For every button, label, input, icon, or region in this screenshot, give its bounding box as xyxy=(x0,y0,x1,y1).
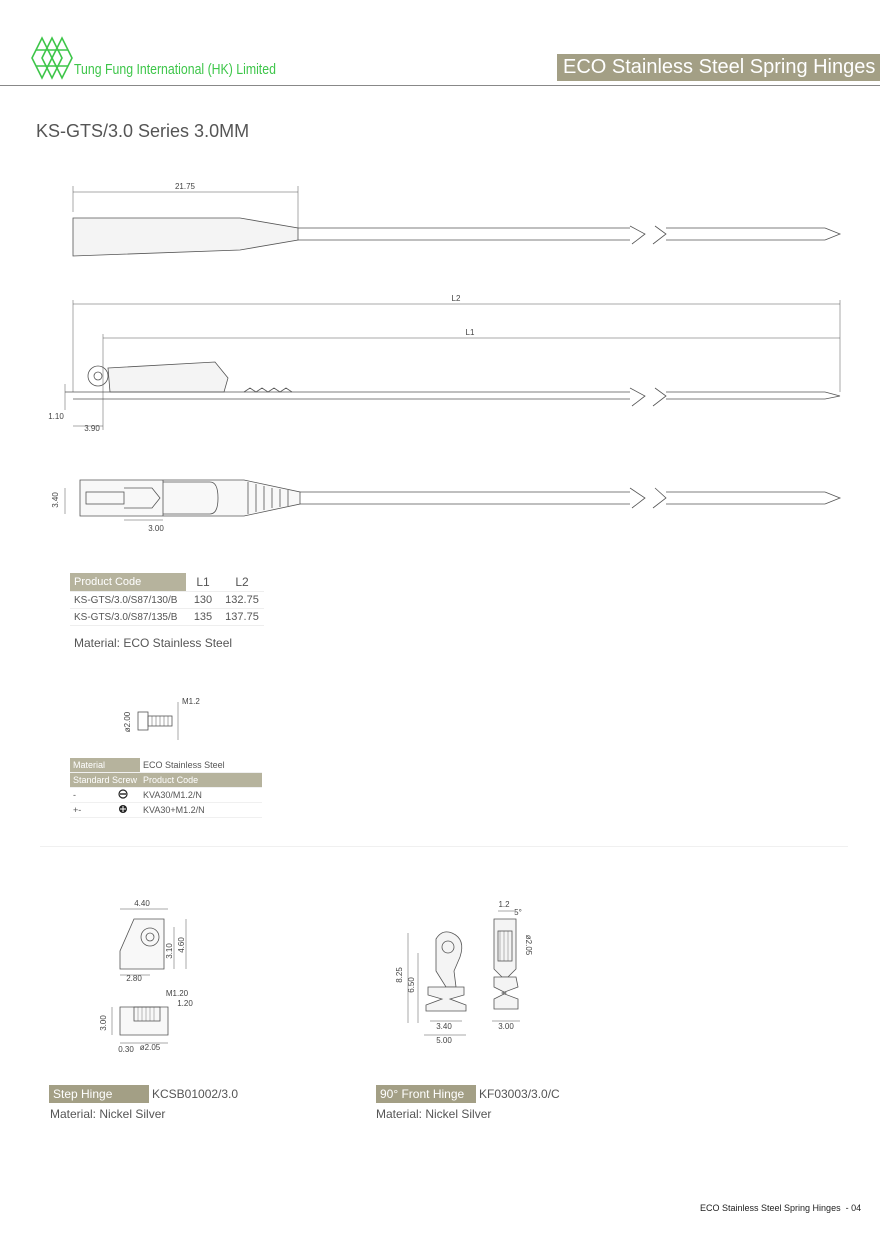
l2-value: 137.75 xyxy=(220,609,264,626)
dim-2-80: 2.80 xyxy=(126,974,142,983)
dim-3-00-front: 3.00 xyxy=(498,1022,514,1031)
front-hinge-label: 90° Front Hinge xyxy=(376,1085,476,1103)
logo-icon xyxy=(30,32,76,84)
product-code: KS-GTS/3.0/S87/135/B xyxy=(70,609,186,626)
dim-3-40: 3.40 xyxy=(51,492,60,508)
dim-l2: L2 xyxy=(451,294,461,303)
temple-drawing xyxy=(0,170,880,550)
step-hinge-label: Step Hinge xyxy=(49,1085,149,1103)
table-row xyxy=(70,609,264,626)
series-title: KS-GTS/3.0 Series 3.0MM xyxy=(36,121,250,141)
material-label: Material xyxy=(70,758,140,773)
dim-m1-20: M1.20 xyxy=(165,989,189,998)
dim-1-2: 1.2 xyxy=(498,900,510,909)
l1-value: 130 xyxy=(186,592,220,609)
header-banner: ECO Stainless Steel Spring Hinges xyxy=(557,54,880,81)
slot-screw-icon xyxy=(106,788,140,803)
dim-5-deg: 5° xyxy=(514,908,522,917)
dim-1-10: 1.10 xyxy=(48,412,64,421)
dim-3-40-front: 3.40 xyxy=(436,1022,452,1031)
front-hinge-material: Material: Nickel Silver xyxy=(376,1107,492,1121)
screw-dim-m: M1.2 xyxy=(182,697,200,706)
material-value: ECO Stainless Steel xyxy=(140,758,262,773)
standard-screw-label: Standard Screw xyxy=(70,773,140,788)
l2-value: 132.75 xyxy=(220,592,264,609)
dim-3-10: 3.10 xyxy=(165,943,174,959)
step-hinge-drawing xyxy=(90,895,220,1060)
screw-code: KVA30+M1.2/N xyxy=(140,803,262,818)
dim-d2-05-front: ø2.05 xyxy=(524,934,533,956)
dim-1-20: 1.20 xyxy=(177,999,193,1008)
screw-code: KVA30/M1.2/N xyxy=(140,788,262,803)
header-l1: L1 xyxy=(186,573,220,592)
dim-6-50: 6.50 xyxy=(407,977,416,993)
front-hinge-code: KF03003/3.0/C xyxy=(479,1087,560,1101)
dim-4-40: 4.40 xyxy=(134,899,150,908)
screw-drawing xyxy=(110,692,220,742)
dim-4-60: 4.60 xyxy=(177,937,186,953)
dim-3-90: 3.90 xyxy=(84,424,100,433)
step-hinge-material: Material: Nickel Silver xyxy=(50,1107,166,1121)
page-footer: ECO Stainless Steel Spring Hinges - 04 xyxy=(700,1203,862,1213)
product-code: KS-GTS/3.0/S87/130/B xyxy=(70,592,186,609)
dim-5-00: 5.00 xyxy=(436,1036,452,1045)
dim-top-width: 21.75 xyxy=(174,182,196,191)
section-divider xyxy=(40,846,848,847)
dim-8-25: 8.25 xyxy=(395,967,404,983)
dim-3-00-step: 3.00 xyxy=(99,1015,108,1031)
dim-d2-05: ø2.05 xyxy=(139,1043,161,1052)
screw-type: - xyxy=(70,788,106,803)
screw-table xyxy=(70,758,262,818)
company-name: Tung Fung International (HK) Limited xyxy=(74,61,276,78)
product-code-label: Product Code xyxy=(140,773,262,788)
product-table xyxy=(70,573,264,626)
table-row xyxy=(70,788,262,803)
table-row xyxy=(70,592,264,609)
cross-screw-icon xyxy=(106,803,140,818)
screw-dim-d: ø2.00 xyxy=(123,711,132,733)
l1-value: 135 xyxy=(186,609,220,626)
front-hinge-drawing xyxy=(390,895,550,1055)
table-row xyxy=(70,803,262,818)
step-hinge-code: KCSB01002/3.0 xyxy=(152,1087,239,1101)
header-divider xyxy=(0,85,880,86)
temple-material: Material: ECO Stainless Steel xyxy=(74,636,233,650)
header-l2: L2 xyxy=(220,573,264,592)
dim-l1: L1 xyxy=(465,328,475,337)
header-product-code: Product Code xyxy=(70,573,186,592)
dim-0-30: 0.30 xyxy=(118,1045,134,1054)
dim-3-00: 3.00 xyxy=(148,524,164,533)
screw-type: +- xyxy=(70,803,106,818)
